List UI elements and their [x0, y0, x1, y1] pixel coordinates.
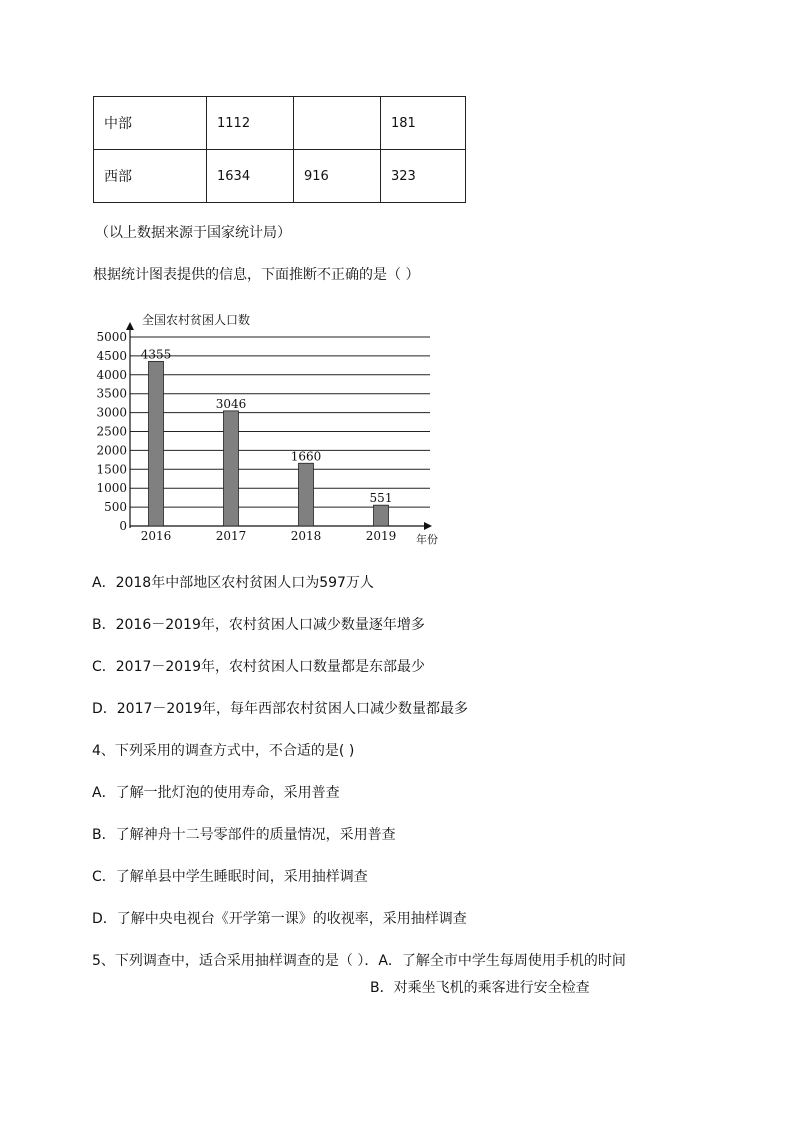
question-stem: 根据统计图表提供的信息，下面推断不正确的是（ ） — [93, 267, 420, 283]
y-tick-label: 500 — [104, 500, 127, 515]
y-tick-label: 4500 — [96, 348, 127, 363]
data-label: 551 — [369, 491, 393, 506]
x-axis-arrow — [424, 522, 432, 530]
q3-option-b: B．2016－2019年，农村贫困人口减少数量逐年增多 — [92, 617, 425, 633]
x-tick-label: 2016 — [140, 529, 172, 543]
table-cell: 1112 — [207, 97, 294, 150]
q3-option-d: D．2017－2019年，每年西部农村贫困人口减少数量都最多 — [92, 701, 469, 717]
source-note: （以上数据来源于国家统计局） — [95, 225, 291, 241]
x-tick-label: 2018 — [290, 529, 322, 543]
x-tick-label: 2017 — [215, 529, 247, 543]
x-tick-label: 2019 — [365, 529, 397, 543]
table-cell: 181 — [381, 97, 466, 150]
q5-stem: 5、下列调查中，适合采用抽样调查的是（ ）．A．了解全市中学生每周使用手机的时间 — [92, 953, 626, 969]
table-cell: 中部 — [94, 97, 207, 150]
y-tick-label: 1000 — [96, 481, 127, 496]
bar-layer — [149, 361, 389, 526]
y-tick-label: 2000 — [96, 443, 127, 458]
grid-layer — [130, 337, 430, 507]
table-row — [94, 97, 466, 150]
table-cell — [294, 97, 381, 150]
y-tick-label: 4000 — [96, 367, 127, 382]
y-tick-label: 3500 — [96, 386, 127, 401]
q3-option-c: C．2017－2019年，农村贫困人口数量都是东部最少 — [92, 659, 426, 675]
bar — [374, 505, 389, 526]
bar — [224, 411, 239, 526]
q4-option-d: D．了解中央电视台《开学第一课》的收视率，采用抽样调查 — [92, 911, 467, 927]
y-tick-label: 5000 — [96, 330, 127, 344]
y-tick-label: 3000 — [96, 405, 127, 420]
data-table — [93, 96, 466, 203]
q4-option-a: A．了解一批灯泡的使用寿命，采用普查 — [92, 785, 340, 801]
table-cell: 西部 — [94, 150, 207, 203]
bar — [149, 361, 164, 526]
y-tick-label: 0 — [119, 519, 127, 533]
data-label: 4355 — [140, 347, 172, 362]
y-tick-label: 2500 — [96, 424, 127, 439]
chart-title: 全国农村贫困人口数 — [142, 313, 251, 327]
bar-chart — [88, 300, 448, 555]
y-tick-label: 1500 — [96, 462, 127, 477]
table-cell: 323 — [381, 150, 466, 203]
x-axis-label: 年份 — [416, 533, 438, 546]
data-label: 1660 — [290, 449, 322, 464]
data-label: 3046 — [215, 396, 247, 411]
y-axis-arrow — [126, 322, 134, 330]
q3-option-a: A．2018年中部地区农村贫困人口为597万人 — [92, 575, 374, 591]
q4-option-b: B．了解神舟十二号零部件的质量情况，采用普查 — [92, 827, 396, 843]
q5-option-b: B．对乘坐飞机的乘客进行安全检查 — [370, 980, 590, 996]
q4-stem: 4、下列采用的调查方式中，不合适的是( ) — [92, 743, 355, 759]
bar — [299, 463, 314, 526]
table-row — [94, 150, 466, 203]
table-cell: 1634 — [207, 150, 294, 203]
q4-option-c: C．了解单县中学生睡眠时间，采用抽样调查 — [92, 869, 368, 885]
table-cell: 916 — [294, 150, 381, 203]
